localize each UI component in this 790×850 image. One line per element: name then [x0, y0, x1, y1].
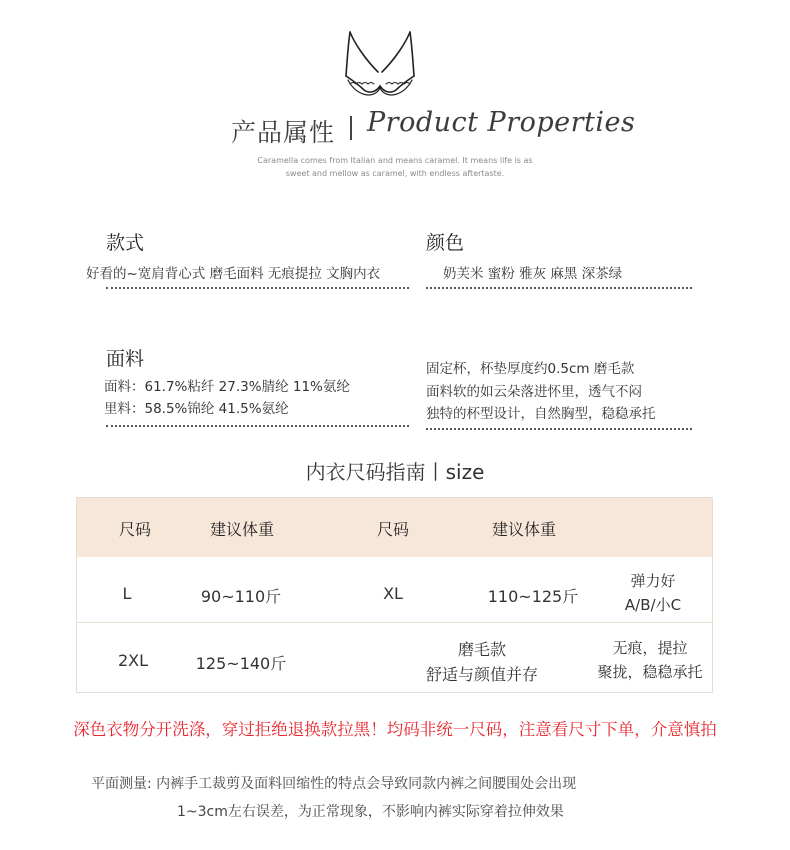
- tagline-line2: sweet and mellow as caramel, with endless aftertaste.: [285, 169, 505, 178]
- row2-size-a: 2XL: [117, 651, 149, 670]
- row2-mid-1: 磨毛款: [457, 640, 506, 659]
- size-table: [76, 497, 713, 693]
- title-chinese: 产品属性: [231, 118, 336, 147]
- row2-mid-2: 舒适与颜值并存: [425, 665, 538, 684]
- size-guide-title: 内衣尺码指南丨size: [305, 460, 485, 484]
- tagline-line1: Caramella comes from Italian and means caramel. It means life is as: [257, 156, 533, 165]
- title-separator: [350, 116, 352, 140]
- row1-size-b: XL: [383, 584, 403, 603]
- row2-feature-2: 聚拢，稳稳承托: [597, 663, 703, 681]
- measurement-note-line1: 平面测量: 内裤手工裁剪及面料回缩性的特点会导致同款内裤之间腰围处会出现: [91, 776, 577, 792]
- row1-weight-a: 90~110斤: [200, 587, 282, 606]
- color-text: 奶芙米 蜜粉 雅灰 麻黑 深茶绿: [443, 266, 623, 282]
- row-divider: [77, 622, 712, 623]
- fabric-divider: [106, 425, 409, 427]
- fabric-line2: 里料：58.5%锦纶 41.5%氨纶: [104, 401, 289, 417]
- header-weight-1: 建议体重: [209, 520, 274, 539]
- style-text: 好看的~宽肩背心式 磨毛面料 无痕提拉 文胸内衣: [86, 266, 381, 282]
- color-heading: 颜色: [426, 232, 465, 254]
- header-size-2: 尺码: [376, 520, 409, 539]
- cup-line1: 固定杯，杯垫厚度约0.5cm 磨毛款: [426, 361, 635, 377]
- header-weight-2: 建议体重: [491, 520, 556, 539]
- fabric-heading: 面料: [106, 348, 145, 370]
- fabric-line1: 面料：61.7%粘纤 27.3%腈纶 11%氨纶: [104, 379, 350, 395]
- style-divider: [106, 287, 409, 289]
- bra-icon: [342, 28, 418, 102]
- row1-feature-2: A/B/小C: [624, 596, 682, 614]
- row1-weight-b: 110~125斤: [487, 587, 579, 606]
- cup-divider: [426, 428, 692, 430]
- title-english: Product Properties: [367, 107, 636, 138]
- measurement-note-line2: 1~3cm左右误差，为正常现象，不影响内裤实际穿着拉伸效果: [177, 804, 564, 820]
- row1-feature-1: 弹力好: [630, 572, 676, 590]
- size-table-header: [77, 498, 712, 557]
- color-divider: [426, 287, 692, 289]
- warning-text: 深色衣物分开洗涤，穿过拒绝退换款拉黑！均码非统一尺码，注意看尺寸下单，介意慎拍: [73, 720, 717, 739]
- row2-feature-1: 无痕，提拉: [612, 639, 688, 657]
- row2-weight-a: 125~140斤: [195, 654, 287, 673]
- style-heading: 款式: [106, 232, 145, 254]
- row1-size-a: L: [122, 584, 132, 603]
- cup-line2: 面料软的如云朵落进怀里，透气不闷: [426, 384, 642, 400]
- header-size-1: 尺码: [118, 520, 151, 539]
- cup-line3: 独特的杯型设计，自然胸型，稳稳承托: [426, 406, 656, 422]
